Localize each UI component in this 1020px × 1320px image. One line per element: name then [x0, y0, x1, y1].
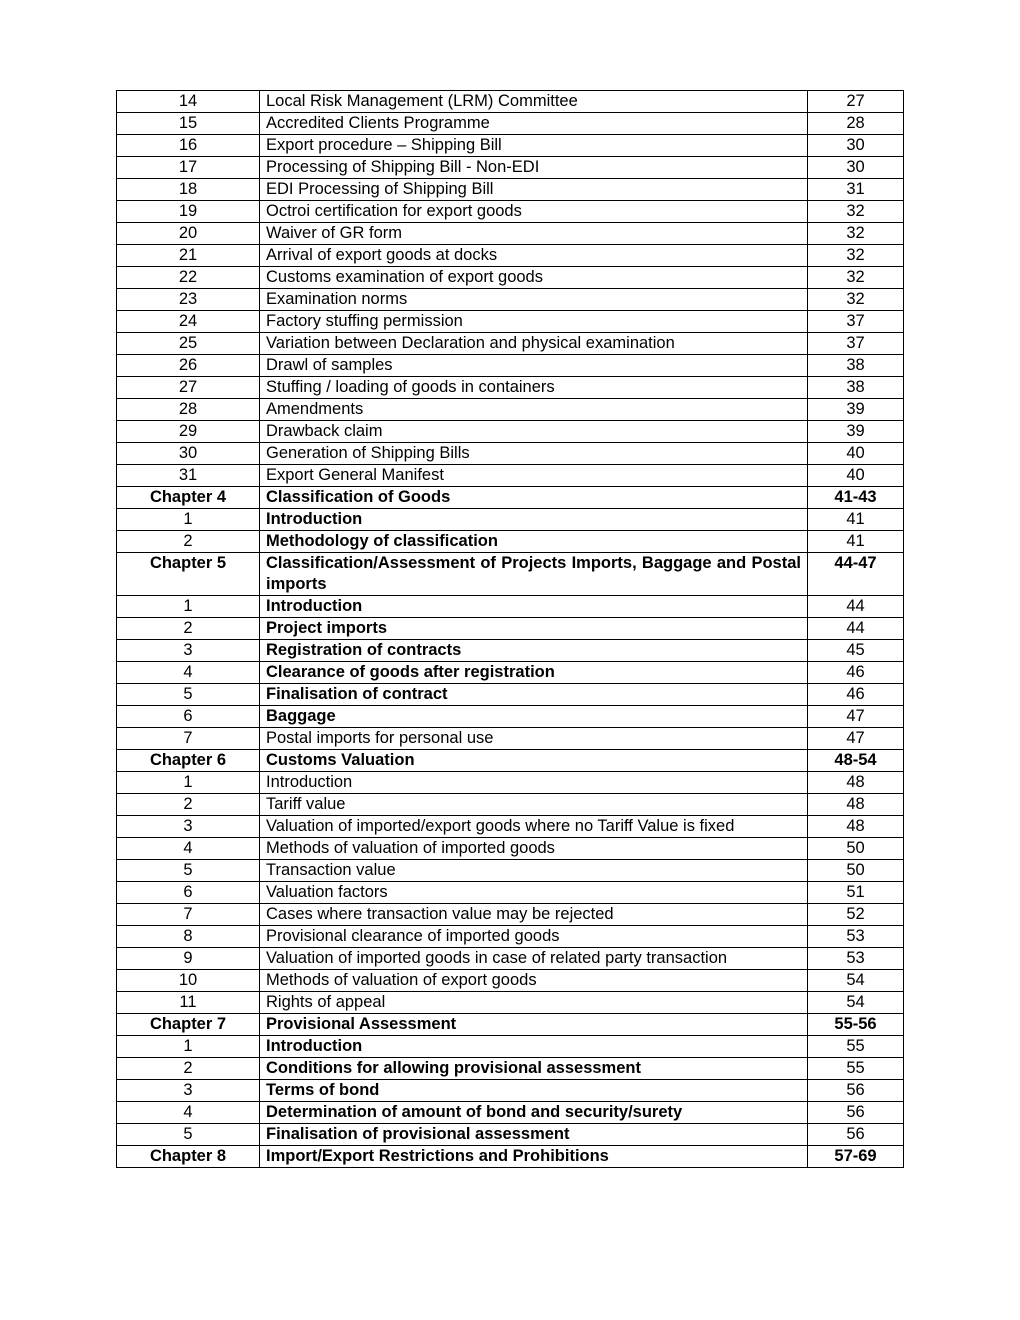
section-row — [117, 926, 904, 948]
row-title: Arrival of export goods at docks — [260, 245, 808, 267]
row-page: 55-56 — [808, 1014, 904, 1036]
contents-table — [116, 90, 904, 1168]
section-row — [117, 706, 904, 728]
row-number: 5 — [117, 684, 260, 706]
row-number: Chapter 5 — [117, 553, 260, 596]
row-title: Amendments — [260, 399, 808, 421]
row-title: Accredited Clients Programme — [260, 113, 808, 135]
row-title: Octroi certification for export goods — [260, 201, 808, 223]
row-number: 4 — [117, 662, 260, 684]
section-row — [117, 662, 904, 684]
row-number: 1 — [117, 772, 260, 794]
row-number: 30 — [117, 443, 260, 465]
section-row — [117, 399, 904, 421]
section-row — [117, 135, 904, 157]
section-row — [117, 882, 904, 904]
row-title: Customs Valuation — [260, 750, 808, 772]
row-title: Factory stuffing permission — [260, 311, 808, 333]
row-page: 52 — [808, 904, 904, 926]
row-title: Registration of contracts — [260, 640, 808, 662]
row-title: Introduction — [260, 596, 808, 618]
section-row — [117, 421, 904, 443]
row-number: 1 — [117, 509, 260, 531]
row-title: Clearance of goods after registration — [260, 662, 808, 684]
row-title: Stuffing / loading of goods in containers — [260, 377, 808, 399]
row-page: 32 — [808, 245, 904, 267]
section-row — [117, 618, 904, 640]
row-page: 45 — [808, 640, 904, 662]
row-number: 27 — [117, 377, 260, 399]
row-number: 2 — [117, 794, 260, 816]
row-title: Postal imports for personal use — [260, 728, 808, 750]
section-row — [117, 860, 904, 882]
row-page: 44 — [808, 596, 904, 618]
section-row — [117, 443, 904, 465]
row-title: Determination of amount of bond and security/surety — [260, 1102, 808, 1124]
row-page: 32 — [808, 289, 904, 311]
row-page: 32 — [808, 223, 904, 245]
row-title: Transaction value — [260, 860, 808, 882]
row-page: 54 — [808, 970, 904, 992]
section-row — [117, 245, 904, 267]
row-number: 31 — [117, 465, 260, 487]
row-page: 47 — [808, 728, 904, 750]
row-number: 26 — [117, 355, 260, 377]
row-page: 38 — [808, 377, 904, 399]
row-title: Methodology of classification — [260, 531, 808, 553]
row-page: 28 — [808, 113, 904, 135]
section-row — [117, 377, 904, 399]
row-number: 2 — [117, 531, 260, 553]
row-page: 40 — [808, 443, 904, 465]
row-number: 28 — [117, 399, 260, 421]
row-page: 44-47 — [808, 553, 904, 596]
row-number: 23 — [117, 289, 260, 311]
row-title: Introduction — [260, 1036, 808, 1058]
row-page: 56 — [808, 1124, 904, 1146]
row-number: 18 — [117, 179, 260, 201]
row-page: 41-43 — [808, 487, 904, 509]
row-title: Drawl of samples — [260, 355, 808, 377]
section-row — [117, 157, 904, 179]
row-title: Variation between Declaration and physical examination — [260, 333, 808, 355]
row-number: 9 — [117, 948, 260, 970]
row-number: 16 — [117, 135, 260, 157]
row-page: 37 — [808, 333, 904, 355]
chapter-row — [117, 1014, 904, 1036]
row-page: 56 — [808, 1102, 904, 1124]
row-page: 55 — [808, 1058, 904, 1080]
row-page: 30 — [808, 157, 904, 179]
row-page: 54 — [808, 992, 904, 1014]
row-page: 38 — [808, 355, 904, 377]
row-number: 7 — [117, 728, 260, 750]
section-row — [117, 838, 904, 860]
row-page: 48-54 — [808, 750, 904, 772]
row-number: 24 — [117, 311, 260, 333]
row-number: 4 — [117, 1102, 260, 1124]
row-number: 14 — [117, 91, 260, 113]
row-page: 27 — [808, 91, 904, 113]
section-row — [117, 772, 904, 794]
section-row — [117, 355, 904, 377]
row-title: Examination norms — [260, 289, 808, 311]
row-number: 3 — [117, 816, 260, 838]
section-row — [117, 289, 904, 311]
row-title: Baggage — [260, 706, 808, 728]
section-row — [117, 640, 904, 662]
section-row — [117, 794, 904, 816]
section-row — [117, 948, 904, 970]
row-number: 11 — [117, 992, 260, 1014]
row-page: 51 — [808, 882, 904, 904]
row-number: 20 — [117, 223, 260, 245]
row-page: 47 — [808, 706, 904, 728]
row-title: Cases where transaction value may be rejected — [260, 904, 808, 926]
row-title: Methods of valuation of imported goods — [260, 838, 808, 860]
chapter-row — [117, 553, 904, 596]
row-page: 48 — [808, 816, 904, 838]
section-row — [117, 1124, 904, 1146]
row-title: Provisional clearance of imported goods — [260, 926, 808, 948]
section-row — [117, 596, 904, 618]
row-number: 25 — [117, 333, 260, 355]
row-number: 3 — [117, 640, 260, 662]
row-page: 46 — [808, 662, 904, 684]
chapter-row — [117, 487, 904, 509]
row-title: Conditions for allowing provisional assessment — [260, 1058, 808, 1080]
row-title: Finalisation of provisional assessment — [260, 1124, 808, 1146]
row-title: Valuation of imported goods in case of related party transaction — [260, 948, 808, 970]
row-title: Classification/Assessment of Projects Imports, Baggage and Postal imports — [260, 553, 808, 596]
row-number: 7 — [117, 904, 260, 926]
section-row — [117, 509, 904, 531]
row-page: 56 — [808, 1080, 904, 1102]
row-page: 48 — [808, 794, 904, 816]
section-row — [117, 179, 904, 201]
row-title: Introduction — [260, 772, 808, 794]
section-row — [117, 267, 904, 289]
row-title: Customs examination of export goods — [260, 267, 808, 289]
section-row — [117, 1058, 904, 1080]
section-row — [117, 333, 904, 355]
row-title: Provisional Assessment — [260, 1014, 808, 1036]
row-page: 50 — [808, 838, 904, 860]
row-page: 41 — [808, 531, 904, 553]
row-number: 6 — [117, 706, 260, 728]
row-title: Drawback claim — [260, 421, 808, 443]
row-page: 57-69 — [808, 1146, 904, 1168]
row-number: 19 — [117, 201, 260, 223]
row-title: EDI Processing of Shipping Bill — [260, 179, 808, 201]
row-page: 40 — [808, 465, 904, 487]
section-row — [117, 91, 904, 113]
section-row — [117, 113, 904, 135]
row-page: 37 — [808, 311, 904, 333]
section-row — [117, 816, 904, 838]
row-title: Project imports — [260, 618, 808, 640]
row-page: 53 — [808, 926, 904, 948]
row-number: 8 — [117, 926, 260, 948]
row-title: Finalisation of contract — [260, 684, 808, 706]
chapter-row — [117, 750, 904, 772]
row-number: 2 — [117, 1058, 260, 1080]
row-page: 46 — [808, 684, 904, 706]
row-title: Processing of Shipping Bill - Non-EDI — [260, 157, 808, 179]
section-row — [117, 1102, 904, 1124]
row-title: Classification of Goods — [260, 487, 808, 509]
row-title: Introduction — [260, 509, 808, 531]
row-title: Valuation factors — [260, 882, 808, 904]
section-row — [117, 223, 904, 245]
row-title: Waiver of GR form — [260, 223, 808, 245]
row-number: Chapter 8 — [117, 1146, 260, 1168]
row-title: Terms of bond — [260, 1080, 808, 1102]
row-number: 10 — [117, 970, 260, 992]
chapter-row — [117, 1146, 904, 1168]
row-page: 44 — [808, 618, 904, 640]
row-number: 3 — [117, 1080, 260, 1102]
section-row — [117, 992, 904, 1014]
section-row — [117, 531, 904, 553]
row-page: 41 — [808, 509, 904, 531]
section-row — [117, 684, 904, 706]
section-row — [117, 201, 904, 223]
section-row — [117, 311, 904, 333]
contents-table-body — [117, 91, 904, 1168]
row-number: 1 — [117, 596, 260, 618]
section-row — [117, 970, 904, 992]
row-title: Local Risk Management (LRM) Committee — [260, 91, 808, 113]
row-number: 6 — [117, 882, 260, 904]
row-number: 4 — [117, 838, 260, 860]
section-row — [117, 1036, 904, 1058]
row-number: Chapter 6 — [117, 750, 260, 772]
row-page: 30 — [808, 135, 904, 157]
row-title: Valuation of imported/export goods where no Tariff Value is fixed — [260, 816, 808, 838]
row-page: 53 — [808, 948, 904, 970]
row-title: Export General Manifest — [260, 465, 808, 487]
row-number: 5 — [117, 1124, 260, 1146]
row-title: Methods of valuation of export goods — [260, 970, 808, 992]
row-number: 22 — [117, 267, 260, 289]
row-number: 2 — [117, 618, 260, 640]
row-page: 31 — [808, 179, 904, 201]
row-page: 39 — [808, 421, 904, 443]
row-number: 21 — [117, 245, 260, 267]
row-number: Chapter 4 — [117, 487, 260, 509]
row-number: 29 — [117, 421, 260, 443]
row-number: 1 — [117, 1036, 260, 1058]
section-row — [117, 1080, 904, 1102]
row-page: 32 — [808, 267, 904, 289]
row-number: 15 — [117, 113, 260, 135]
section-row — [117, 465, 904, 487]
row-page: 50 — [808, 860, 904, 882]
row-number: 17 — [117, 157, 260, 179]
row-page: 48 — [808, 772, 904, 794]
row-title: Import/Export Restrictions and Prohibitions — [260, 1146, 808, 1168]
row-title: Generation of Shipping Bills — [260, 443, 808, 465]
row-title: Tariff value — [260, 794, 808, 816]
row-page: 55 — [808, 1036, 904, 1058]
row-title: Export procedure – Shipping Bill — [260, 135, 808, 157]
row-number: 5 — [117, 860, 260, 882]
row-number: Chapter 7 — [117, 1014, 260, 1036]
section-row — [117, 904, 904, 926]
row-page: 39 — [808, 399, 904, 421]
row-page: 32 — [808, 201, 904, 223]
section-row — [117, 728, 904, 750]
row-title: Rights of appeal — [260, 992, 808, 1014]
